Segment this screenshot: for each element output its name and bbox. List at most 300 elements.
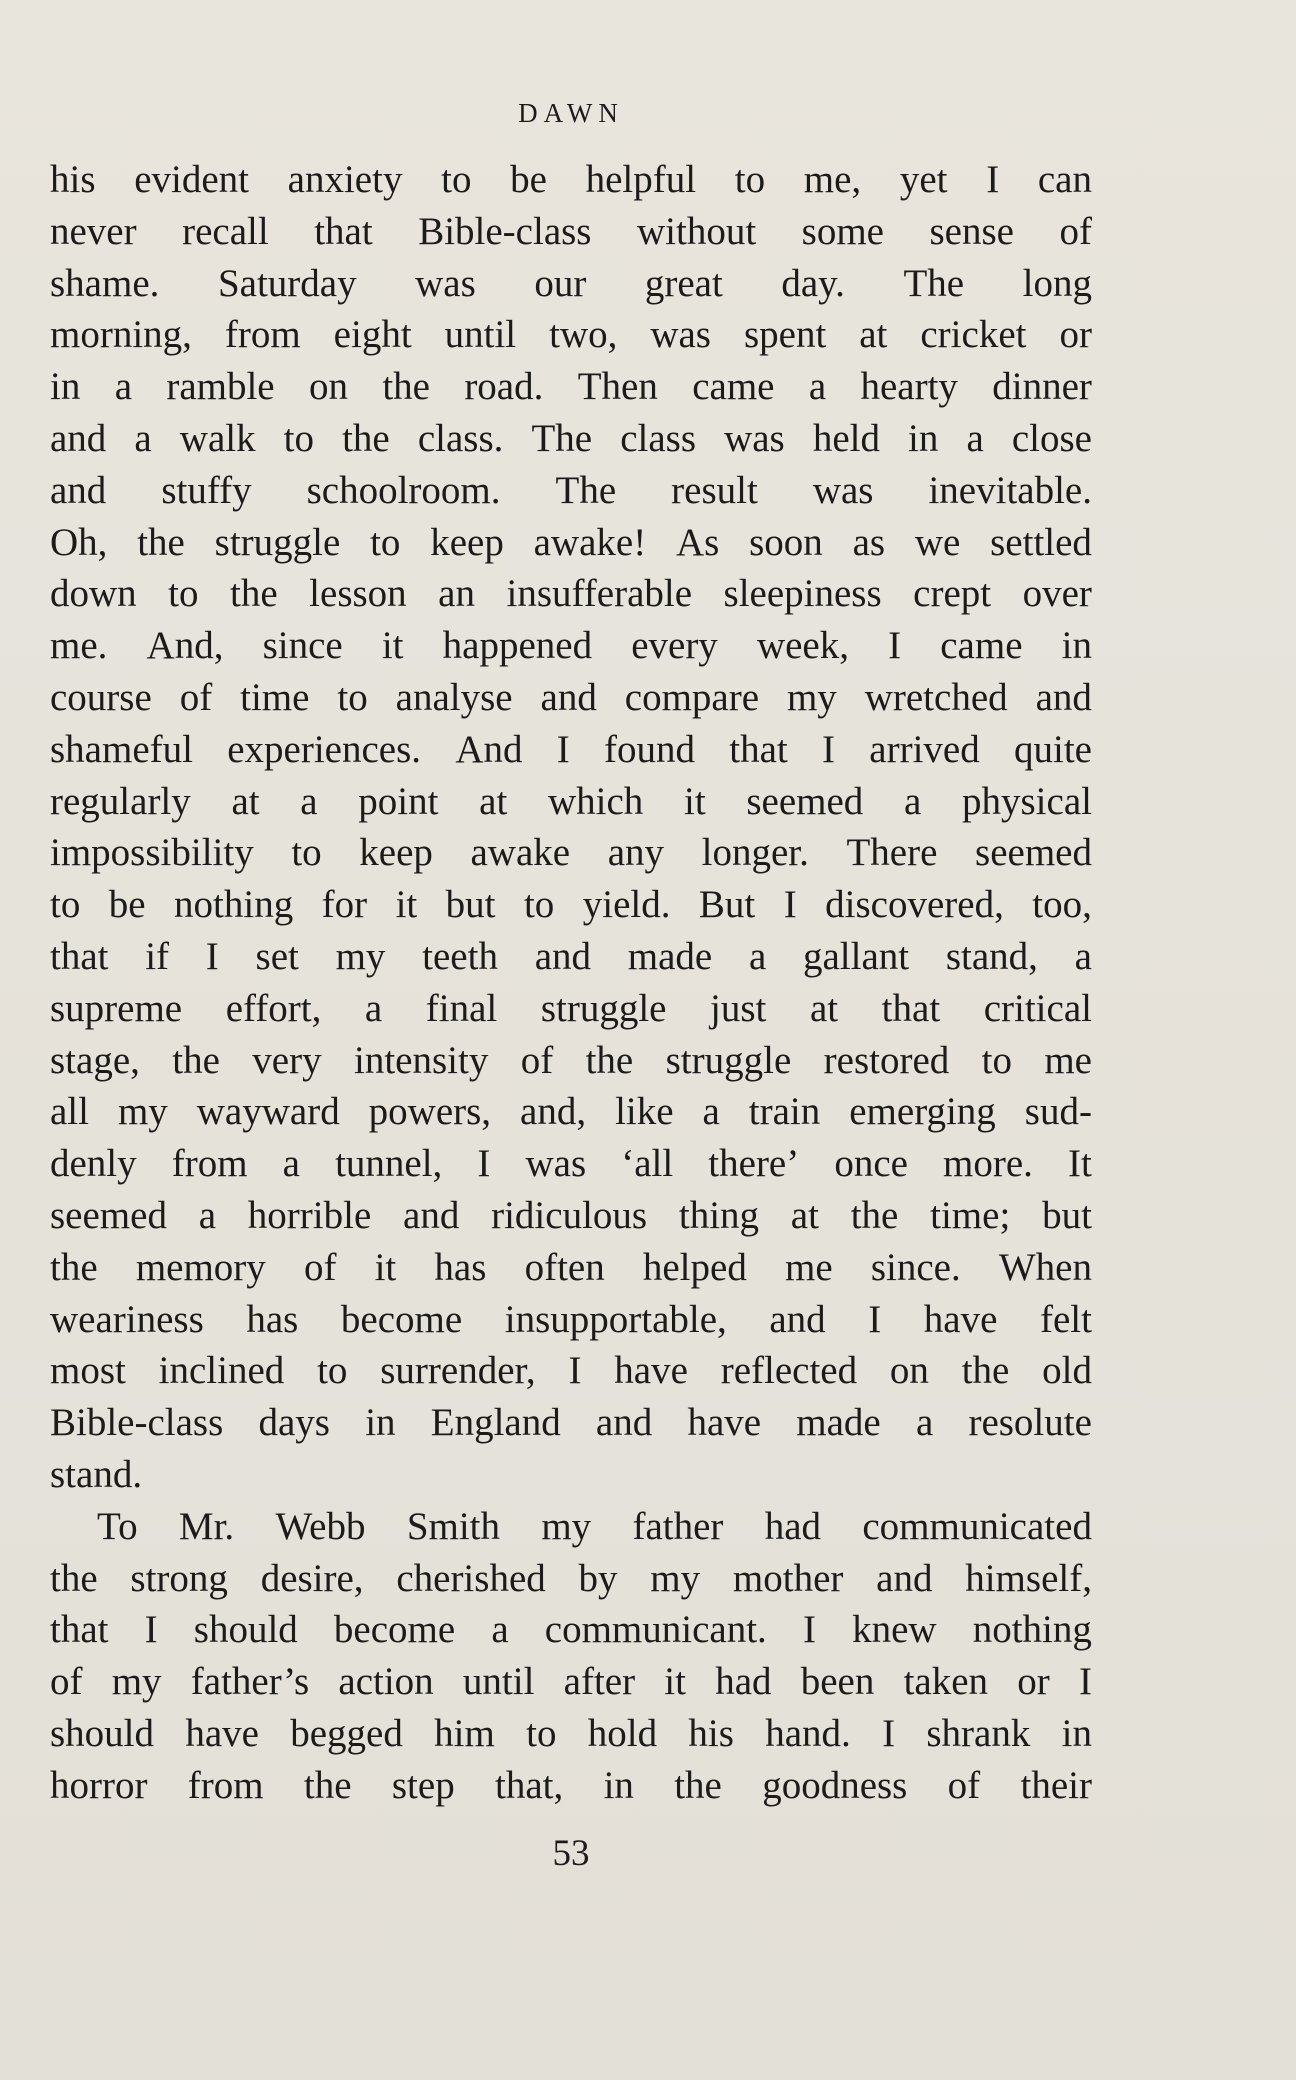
text-line [50,361,1092,413]
word: horrible [247,1193,372,1237]
word: compare [624,675,760,719]
word: has [434,1245,487,1289]
text-line [50,1656,1092,1708]
word: that [729,727,788,771]
text-line [50,1760,1092,1812]
word: in [365,1401,396,1445]
word: the [342,416,390,460]
word: was [812,468,874,512]
word: Then [577,365,658,409]
text-line [50,206,1092,258]
word: more. [943,1142,1033,1186]
word: has [246,1297,299,1341]
word: I [888,624,902,668]
word: I [882,1711,896,1755]
text-line [50,1345,1092,1397]
word: keep [430,520,504,564]
word: from [171,1142,248,1186]
word: cricket [920,313,1027,357]
word: When [998,1245,1092,1289]
word: in [603,1763,634,1807]
word: since. [870,1245,961,1289]
word: that [881,986,941,1030]
word: and [595,1401,653,1445]
word: and [534,934,591,978]
word: it [381,624,404,668]
word: a [702,1090,720,1134]
word: arrived [869,727,980,771]
word: action [338,1660,434,1704]
word: it [684,779,706,823]
word: taken [903,1660,989,1704]
word: long [1022,261,1092,305]
word: powers, [368,1090,492,1134]
word: I [802,1608,816,1652]
word: But [698,883,756,927]
word: stand. [50,1452,143,1496]
word: keep [359,831,433,875]
word: yield. [582,883,671,927]
text-line [50,879,1092,931]
word: father’s [190,1660,310,1704]
word: insufferable [506,572,693,616]
word: lesson [309,572,407,616]
word: the [850,1193,899,1237]
word: until [444,313,517,357]
word: every [631,624,718,668]
word: class [620,416,696,460]
word: shame. [50,261,160,305]
word: the [50,1245,98,1289]
word: I [986,158,1000,201]
word: day. [781,261,845,305]
word: but [1042,1193,1092,1237]
word: a [491,1608,509,1652]
text-line [50,1553,1092,1605]
word: felt [1039,1297,1092,1341]
word: to [283,416,315,460]
text-line [50,1604,1092,1656]
word: often [524,1245,605,1289]
word: dinner [992,365,1092,409]
word: awake! [533,520,647,564]
word: a [808,365,827,409]
word: a [282,1142,300,1186]
word: step [391,1763,455,1807]
word: without [636,209,757,253]
word: seemed [975,831,1092,875]
word: until [462,1660,535,1704]
word: critical [983,986,1092,1030]
word: but [445,883,496,927]
word: hearty [860,365,958,409]
word: restored [823,1038,950,1082]
word: like [615,1090,674,1134]
word: strong [130,1556,228,1600]
word: settled [990,520,1092,564]
word: wretched [864,675,1008,719]
word: It [1068,1142,1092,1186]
word: and [876,1556,933,1600]
word: a [904,779,922,823]
word: There [846,831,938,875]
text-line [50,413,1092,465]
word: evident [134,158,249,201]
word: at [231,779,260,823]
word: the [674,1763,722,1807]
word: I [783,883,797,927]
word: The [555,468,617,512]
word: and [540,675,597,719]
word: it [664,1660,686,1704]
word: The [531,416,593,460]
word: me. [50,624,108,668]
text-line [50,931,1092,983]
word: came [692,365,775,409]
word: for [321,883,368,927]
word: course [50,675,152,719]
word: two, [549,313,618,357]
word: helped [642,1245,747,1289]
word: a [134,416,152,460]
text-line [50,309,1092,361]
word: my [786,675,837,719]
word: at [859,313,888,357]
word: of [1059,209,1092,253]
word: nothing [972,1608,1092,1652]
text-line [50,517,1092,569]
word: sleepiness [723,572,882,616]
word: I [1078,1660,1092,1704]
word: be [510,158,547,201]
word: in [1061,1711,1092,1755]
word: schoolroom. [306,468,501,512]
word: been [800,1660,875,1704]
word: should [193,1608,298,1652]
word: train [748,1090,821,1134]
word: As [675,520,720,564]
word: eight [333,313,412,357]
word: a [1074,934,1092,978]
word: my [541,1504,592,1548]
text-line [50,983,1092,1035]
word: inclined [158,1349,285,1393]
word: found [604,727,696,771]
word: me [1044,1038,1092,1082]
word: memory [135,1245,266,1289]
text-line [50,1242,1092,1294]
text-line [50,1294,1092,1346]
word: to [317,1349,348,1393]
text-line [50,1190,1092,1242]
word: and, [520,1090,587,1134]
word: the [137,520,185,564]
word: reflected [720,1349,858,1393]
word: it [395,883,418,927]
word: days [258,1401,330,1445]
word: that, [495,1763,564,1807]
word: cherished [396,1556,546,1600]
word: the [172,1038,220,1082]
word: there’ [708,1142,800,1186]
word: from [224,313,301,357]
word: awake [470,831,571,875]
word: quite [1014,727,1092,771]
word: I [477,1142,491,1186]
word: Oh, [50,520,108,564]
word: at [479,779,508,823]
word: his [688,1711,734,1755]
word: to [50,883,81,927]
word: be [108,883,146,927]
word: on [889,1349,929,1393]
word: and [769,1297,826,1341]
text-line [50,776,1092,828]
word: analyse [395,675,513,719]
word: spent [743,313,827,357]
word: mother [732,1556,844,1600]
word: wayward [196,1090,340,1134]
text-line [50,465,1092,517]
word: communicant. [544,1608,767,1652]
word: I [205,934,219,978]
word: stand, [945,934,1038,978]
word: knew [852,1608,937,1652]
word: was [724,416,785,460]
word: seemed [746,779,864,823]
word: my [650,1556,701,1600]
text-line [50,1035,1092,1087]
word: had [715,1660,772,1704]
word: very [252,1038,322,1082]
word: my [111,1660,162,1704]
word: to [370,520,401,564]
word: impossibility [50,831,254,875]
word: walk [179,416,256,460]
text-line [50,724,1092,776]
word: morning, [50,313,192,357]
word: Bible-class [50,1401,224,1445]
word: of [50,1660,83,1704]
word: father [632,1504,724,1548]
word: the [961,1349,1010,1393]
word: a [966,416,984,460]
word: I [868,1297,882,1341]
word: road. [464,365,544,409]
word: of [520,1038,554,1082]
word: had [764,1504,822,1548]
word: happened [442,624,593,668]
word: horror [50,1763,148,1807]
word: the [303,1763,352,1807]
word: England [430,1401,561,1445]
text-line [50,568,1092,620]
word: as [852,520,886,564]
word: to [523,883,555,927]
word: desire, [260,1556,364,1600]
word: was [650,313,711,357]
word: our [534,261,587,305]
word: denly [50,1142,137,1186]
word: my [335,934,386,978]
word: time; [930,1193,1011,1237]
word: ramble [166,365,275,409]
word: the [230,572,278,616]
word: Smith [406,1504,501,1548]
text-line [50,827,1092,879]
word: down [50,572,137,616]
word: The [903,261,965,305]
word: stage, [50,1038,140,1082]
word: me [785,1245,833,1289]
word: to [981,1038,1012,1082]
word: final [425,986,498,1030]
word: Bible-class [418,209,592,253]
word: or [1017,1660,1050,1704]
word: struggle [214,520,341,564]
word: And [455,727,523,771]
running-head: DAWN [518,98,624,128]
word: crept [913,572,992,616]
word: all [50,1090,89,1134]
word: begged [290,1711,403,1755]
word: himself, [965,1556,1092,1600]
word: a [114,365,132,409]
word: never [50,209,137,253]
word: physical [962,779,1092,823]
word: I [556,727,570,771]
word: time [240,675,310,719]
word: become [333,1608,456,1652]
word: was [415,261,476,305]
word: in [50,365,81,409]
word: can [1037,158,1092,201]
word: sud- [1024,1090,1092,1134]
word: struggle [540,986,667,1030]
word: or [1059,313,1092,357]
word: of [303,1245,337,1289]
word: Mr. [178,1504,235,1548]
word: in [908,416,939,460]
word: yet [899,158,948,201]
word: And, [146,624,224,668]
word: to [291,831,322,875]
text-line [50,1708,1092,1760]
word: held [812,416,880,460]
word: shrank [926,1711,1031,1755]
word: have [185,1711,259,1755]
word: experiences. [227,727,422,771]
word: result [671,468,758,512]
word: that [314,209,373,253]
word: to [441,158,472,201]
word: most [50,1349,126,1393]
word: came [940,624,1023,668]
word: of [947,1763,981,1807]
word: in [1061,624,1092,668]
word: made [627,934,713,978]
word: have [687,1401,762,1445]
text-line [50,1138,1092,1190]
word: since [262,624,343,668]
text-line [50,672,1092,724]
word: a [748,934,767,978]
word: point [358,779,439,823]
word: I [822,727,836,771]
word: discovered, [825,883,1004,927]
word: anxiety [287,158,403,201]
word: to [337,675,368,719]
word: ridiculous [491,1193,648,1237]
text-line [50,154,1092,206]
word: and [1035,675,1092,719]
word: hand. [765,1711,851,1755]
word: have [614,1349,688,1393]
word: his [50,158,96,201]
word: I [144,1608,158,1652]
word: of [179,675,213,719]
word: Saturday [217,261,357,305]
word: a [915,1401,934,1445]
word: and [50,416,107,460]
word: hold [587,1711,658,1755]
text-line [50,620,1092,672]
word: my [117,1090,168,1134]
word: that [50,1608,109,1652]
word: week, [756,624,849,668]
word: helpful [585,158,697,201]
word: to [526,1711,557,1755]
word: to [734,158,766,201]
word: tunnel, [335,1142,443,1186]
word: class. [417,416,504,460]
word: great [644,261,723,305]
word: that [50,934,109,978]
text-line [50,1397,1092,1449]
word: intensity [353,1038,489,1082]
word: teeth [422,934,498,978]
page-number: 53 [552,1833,590,1874]
word: some [801,209,884,253]
text-line [50,1501,1092,1553]
word: have [923,1297,998,1341]
word: ‘all [621,1142,674,1186]
word: an [438,572,475,616]
word: I [568,1349,582,1393]
word: if [145,934,170,978]
word: too, [1032,883,1092,927]
word: insupportable, [504,1297,727,1341]
word: over [1022,572,1092,616]
word: their [1020,1763,1092,1807]
word: a [198,1193,217,1237]
word: just [710,986,767,1030]
word: recall [182,209,269,253]
word: me, [803,158,862,201]
word: sense [929,209,1014,253]
word: regularly [50,779,191,823]
word: once [834,1142,908,1186]
word: it [374,1245,397,1289]
word: we [914,520,961,564]
word: any [607,831,665,875]
word: inevitable. [928,468,1092,512]
word: emerging [849,1090,996,1134]
word: weariness [50,1297,204,1341]
word: set [255,934,299,978]
word: and [50,468,107,512]
word: on [308,365,348,409]
